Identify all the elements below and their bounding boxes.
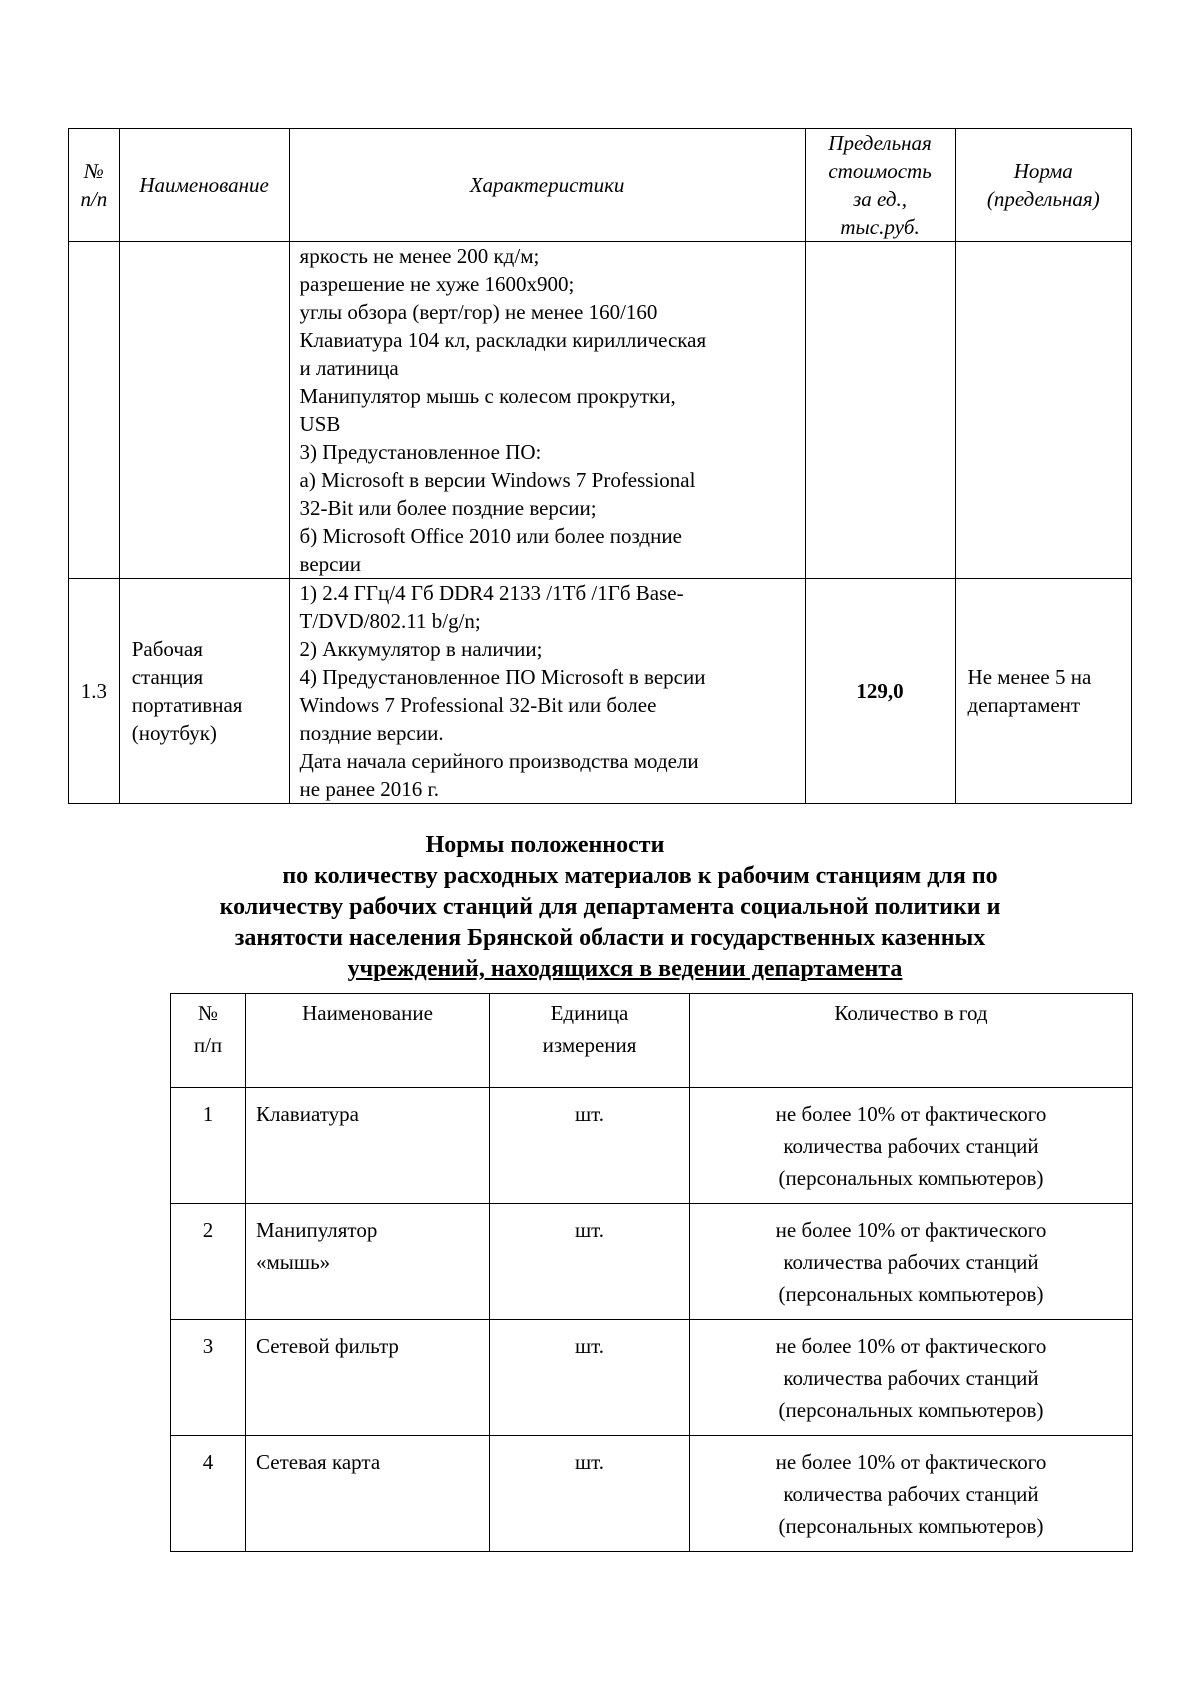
- header-characteristics: Характеристики: [289, 129, 805, 242]
- cell-name: [119, 242, 289, 579]
- cell-unit: шт.: [490, 1320, 690, 1436]
- cell-qty: не более 10% от фактического количества рабочих станций (персональных компьютеров): [690, 1088, 1133, 1204]
- cell-norm: [955, 242, 1131, 579]
- spec-table: [68, 128, 1132, 804]
- cell-price: [805, 242, 955, 579]
- table-row: [171, 1320, 1133, 1436]
- table-row: [171, 1436, 1133, 1552]
- header-norm: Норма (предельная): [955, 129, 1131, 242]
- header-price: Предельная стоимость за ед., тыс.руб.: [805, 129, 955, 242]
- header-unit: Единица измерения: [490, 994, 690, 1088]
- cell-num: 3: [171, 1320, 246, 1436]
- cell-num: 4: [171, 1436, 246, 1552]
- table-row: [171, 1088, 1133, 1204]
- cell-characteristics: яркость не менее 200 кд/м; разрешение не хуже 1600х900; углы обзора (верт/гор) не менее 160/160 Клавиатура 104 кл, раскладки кириллическая и латиница Манипулятор мышь с колесом прокрутки, USB 3) Предустановленное ПО: а) Microsoft в версии Windows 7 Professional 32-Bit или более поздние версии; б) Microsoft Office 2010 или более поздние версии: [289, 242, 805, 579]
- cell-unit: шт.: [490, 1088, 690, 1204]
- cell-name: Манипулятор «мышь»: [246, 1204, 490, 1320]
- cell-qty: не более 10% от фактического количества рабочих станций (персональных компьютеров): [690, 1320, 1133, 1436]
- cell-num: 1.3: [69, 579, 120, 804]
- spec-row-continued: [69, 242, 1132, 579]
- cell-num: 2: [171, 1204, 246, 1320]
- header-name: Наименование: [119, 129, 289, 242]
- cell-name: Сетевая карта: [246, 1436, 490, 1552]
- cell-characteristics: 1) 2.4 ГГц/4 Гб DDR4 2133 /1Тб /1Гб Base- T/DVD/802.11 b/g/n; 2) Аккумулятор в наличии; 4) Предустановленное ПО Microsoft в версии Windows 7 Professional 32-Bit или более поздние версии. Дата начала серийного производства модели не ранее 2016 г.: [289, 579, 805, 804]
- heading-line: учреждений, находящихся в ведении департамента: [347, 956, 903, 982]
- cell-unit: шт.: [490, 1204, 690, 1320]
- cell-price: 129,0: [805, 579, 955, 804]
- section-heading: [150, 830, 1070, 985]
- cell-name: Сетевой фильтр: [246, 1320, 490, 1436]
- header-num: № п/п: [69, 129, 120, 242]
- cell-qty: не более 10% от фактического количества рабочих станций (персональных компьютеров): [690, 1436, 1133, 1552]
- heading-line: по количеству расходных материалов к рабочим станциям для по: [282, 863, 998, 889]
- cell-name: Клавиатура: [246, 1088, 490, 1204]
- cell-norm: Не менее 5 на департамент: [955, 579, 1131, 804]
- spec-table-header: [69, 129, 1132, 242]
- heading-line: занятости населения Брянской области и государственных казенных: [234, 925, 986, 951]
- table-row: [171, 1204, 1133, 1320]
- cell-num: 1: [171, 1088, 246, 1204]
- cell-qty: не более 10% от фактического количества рабочих станций (персональных компьютеров): [690, 1204, 1133, 1320]
- cell-name: Рабочая станция портативная (ноутбук): [119, 579, 289, 804]
- spec-row-1-3: [69, 579, 1132, 804]
- header-name: Наименование: [246, 994, 490, 1088]
- supplies-table-header: [171, 994, 1133, 1088]
- supplies-table: [170, 993, 1133, 1552]
- heading-line: Нормы положенности: [425, 832, 665, 858]
- cell-unit: шт.: [490, 1436, 690, 1552]
- cell-num: [69, 242, 120, 579]
- header-qty: Количество в год: [690, 994, 1133, 1088]
- header-num: № п/п: [171, 994, 246, 1088]
- heading-line: количеству рабочих станций для департамента социальной политики и: [219, 894, 1001, 920]
